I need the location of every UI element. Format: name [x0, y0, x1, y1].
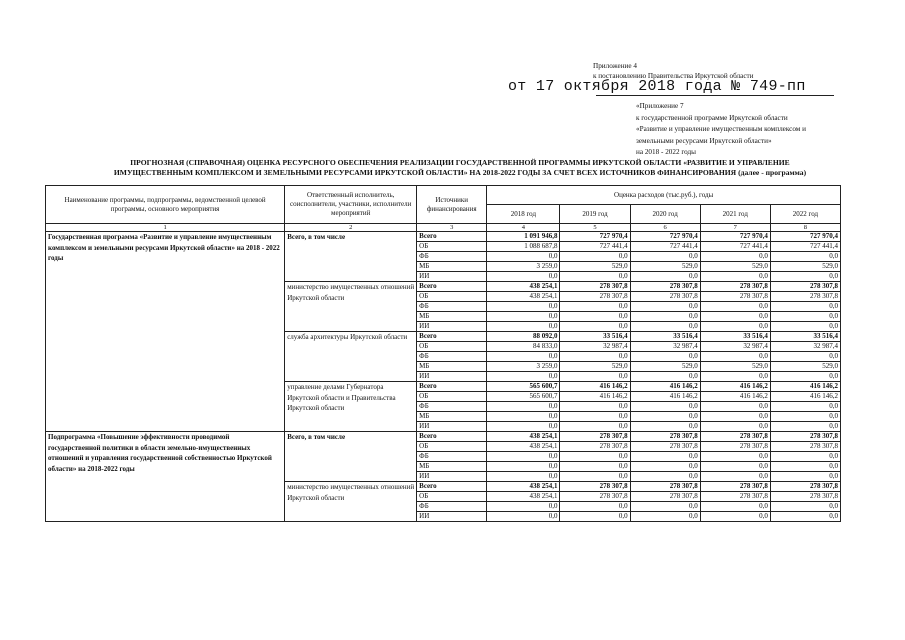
value-cell: 0,0 [700, 252, 770, 262]
value-cell: 0,0 [560, 452, 630, 462]
value-cell: 0,0 [560, 272, 630, 282]
source-cell: ОБ [417, 342, 487, 352]
value-cell: 0,0 [487, 452, 560, 462]
value-cell: 0,0 [487, 272, 560, 282]
value-cell: 278 307,8 [770, 442, 840, 452]
value-cell: 0,0 [700, 302, 770, 312]
header-executor: Ответственный исполнитель, соисполнители, участники, исполнители мероприятий [285, 186, 417, 224]
value-cell: 0,0 [700, 312, 770, 322]
col-number: 5 [560, 224, 630, 232]
value-cell: 0,0 [487, 512, 560, 522]
value-cell: 0,0 [700, 452, 770, 462]
value-cell: 0,0 [487, 352, 560, 362]
value-cell: 0,0 [487, 322, 560, 332]
executor-cell: министерство имущественных отношений Иркутской области [285, 482, 417, 522]
value-cell: 727 441,4 [560, 242, 630, 252]
source-cell: Всего [417, 432, 487, 442]
value-cell: 0,0 [630, 352, 700, 362]
source-cell: МБ [417, 312, 487, 322]
value-cell: 0,0 [630, 452, 700, 462]
source-cell: ИИ [417, 322, 487, 332]
value-cell: 0,0 [487, 412, 560, 422]
col-number: 1 [46, 224, 285, 232]
value-cell: 0,0 [700, 462, 770, 472]
value-cell: 0,0 [770, 452, 840, 462]
value-cell: 278 307,8 [700, 292, 770, 302]
value-cell: 88 092,0 [487, 332, 560, 342]
source-cell: МБ [417, 362, 487, 372]
value-cell: 278 307,8 [770, 292, 840, 302]
value-cell: 33 516,4 [770, 332, 840, 342]
value-cell: 416 146,2 [560, 382, 630, 392]
value-cell: 0,0 [700, 422, 770, 432]
value-cell: 0,0 [630, 412, 700, 422]
value-cell: 0,0 [770, 272, 840, 282]
value-cell: 33 516,4 [560, 332, 630, 342]
executor-cell: Всего, в том числе [285, 232, 417, 282]
value-cell: 529,0 [560, 362, 630, 372]
source-cell: ОБ [417, 242, 487, 252]
value-cell: 0,0 [487, 472, 560, 482]
value-cell: 0,0 [770, 322, 840, 332]
value-cell: 0,0 [700, 472, 770, 482]
value-cell: 278 307,8 [560, 492, 630, 502]
value-cell: 1 091 946,8 [487, 232, 560, 242]
value-cell: 0,0 [630, 512, 700, 522]
value-cell: 565 600,7 [487, 382, 560, 392]
value-cell: 0,0 [770, 412, 840, 422]
value-cell: 278 307,8 [700, 432, 770, 442]
annex-7-line: к государственной программе Иркутской области [636, 113, 788, 122]
value-cell: 416 146,2 [630, 382, 700, 392]
source-cell: ФБ [417, 352, 487, 362]
value-cell: 278 307,8 [630, 282, 700, 292]
value-cell: 1 088 687,8 [487, 242, 560, 252]
value-cell: 0,0 [487, 422, 560, 432]
appendix-label: Приложение 4 [593, 62, 637, 70]
value-cell: 0,0 [487, 402, 560, 412]
value-cell: 0,0 [630, 372, 700, 382]
executor-cell: Всего, в том числе [285, 432, 417, 482]
value-cell: 0,0 [487, 302, 560, 312]
value-cell: 0,0 [560, 462, 630, 472]
source-cell: Всего [417, 482, 487, 492]
value-cell: 3 259,0 [487, 262, 560, 272]
value-cell: 0,0 [700, 402, 770, 412]
value-cell: 529,0 [770, 362, 840, 372]
annex-7-line: на 2018 - 2022 годы [636, 148, 697, 157]
header-year: 2021 год [700, 205, 770, 224]
value-cell: 0,0 [770, 502, 840, 512]
source-cell: ФБ [417, 252, 487, 262]
value-cell: 84 833,0 [487, 342, 560, 352]
value-cell: 32 987,4 [700, 342, 770, 352]
value-cell: 416 146,2 [700, 382, 770, 392]
value-cell: 0,0 [630, 322, 700, 332]
table-body [46, 232, 841, 522]
header-program-name: Наименование программы, подпрограммы, ведомственной целевой программы, основного мероприятия [46, 186, 285, 224]
source-cell: Всего [417, 282, 487, 292]
value-cell: 438 254,1 [487, 492, 560, 502]
table-row [46, 432, 841, 442]
value-cell: 33 516,4 [630, 332, 700, 342]
value-cell: 0,0 [700, 412, 770, 422]
date-underline [596, 95, 834, 96]
value-cell: 727 970,4 [700, 232, 770, 242]
annex-7-line: «Развитие и управление имущественным комплексом и [636, 125, 806, 134]
value-cell: 438 254,1 [487, 282, 560, 292]
executor-cell: управление делами Губернатора Иркутской области и Правительства Иркутской области [285, 382, 417, 432]
value-cell: 278 307,8 [630, 292, 700, 302]
source-cell: МБ [417, 412, 487, 422]
value-cell: 0,0 [487, 312, 560, 322]
source-cell: ОБ [417, 392, 487, 402]
source-cell: ФБ [417, 302, 487, 312]
value-cell: 529,0 [630, 262, 700, 272]
header-year: 2019 год [560, 205, 630, 224]
value-cell: 0,0 [700, 322, 770, 332]
value-cell: 438 254,1 [487, 482, 560, 492]
value-cell: 278 307,8 [560, 282, 630, 292]
value-cell: 0,0 [770, 302, 840, 312]
value-cell: 0,0 [630, 402, 700, 412]
value-cell: 33 516,4 [700, 332, 770, 342]
value-cell: 0,0 [770, 312, 840, 322]
annex-7-line: земельными ресурсами Иркутской области» [636, 136, 772, 145]
source-cell: ФБ [417, 452, 487, 462]
value-cell: 0,0 [560, 422, 630, 432]
source-cell: ФБ [417, 502, 487, 512]
value-cell: 278 307,8 [560, 432, 630, 442]
value-cell: 278 307,8 [560, 292, 630, 302]
value-cell: 278 307,8 [770, 282, 840, 292]
value-cell: 0,0 [770, 252, 840, 262]
source-cell: Всего [417, 332, 487, 342]
value-cell: 278 307,8 [630, 442, 700, 452]
program-name-cell: Подпрограмма «Повышение эффективности проводимой государственной политики в области земельно-имущественных отношений и управления государственной собственностью Иркутской области» на 2018-2022 годы [46, 432, 285, 522]
source-cell: ИИ [417, 422, 487, 432]
value-cell: 529,0 [700, 362, 770, 372]
value-cell: 0,0 [770, 352, 840, 362]
value-cell: 416 146,2 [630, 392, 700, 402]
value-cell: 0,0 [770, 472, 840, 482]
value-cell: 0,0 [770, 512, 840, 522]
value-cell: 278 307,8 [630, 492, 700, 502]
value-cell: 0,0 [560, 352, 630, 362]
title-line: ИМУЩЕСТВЕННЫМ КОМПЛЕКСОМ И ЗЕМЕЛЬНЫМИ РЕСУРСАМИ ИРКУТСКОЙ ОБЛАСТИ» НА 2018-2022 ГОДЫ ЗА СЧЕТ ВСЕХ ИСТОЧНИКОВ ФИНАНСИРОВАНИЯ (далее - программа) [113, 168, 807, 177]
executor-cell: служба архитектуры Иркутской области [285, 332, 417, 382]
value-cell: 0,0 [560, 472, 630, 482]
value-cell: 727 441,4 [700, 242, 770, 252]
col-number: 8 [770, 224, 840, 232]
value-cell: 0,0 [630, 502, 700, 512]
value-cell: 416 146,2 [560, 392, 630, 402]
value-cell: 529,0 [560, 262, 630, 272]
resource-table [45, 185, 841, 522]
source-cell: ИИ [417, 372, 487, 382]
value-cell: 0,0 [630, 312, 700, 322]
source-cell: ИИ [417, 512, 487, 522]
document-title [60, 158, 860, 178]
value-cell: 0,0 [487, 372, 560, 382]
value-cell: 278 307,8 [560, 442, 630, 452]
col-number: 4 [487, 224, 560, 232]
col-number: 7 [700, 224, 770, 232]
value-cell: 0,0 [700, 372, 770, 382]
value-cell: 0,0 [630, 422, 700, 432]
value-cell: 0,0 [560, 372, 630, 382]
source-cell: ИИ [417, 272, 487, 282]
value-cell: 416 146,2 [770, 392, 840, 402]
value-cell: 0,0 [560, 512, 630, 522]
value-cell: 0,0 [630, 462, 700, 472]
value-cell: 32 987,4 [770, 342, 840, 352]
value-cell: 0,0 [700, 502, 770, 512]
value-cell: 278 307,8 [630, 482, 700, 492]
value-cell: 278 307,8 [700, 492, 770, 502]
value-cell: 0,0 [560, 502, 630, 512]
value-cell: 0,0 [770, 462, 840, 472]
value-cell: 529,0 [630, 362, 700, 372]
source-cell: ОБ [417, 492, 487, 502]
header-year: 2018 год [487, 205, 560, 224]
value-cell: 3 259,0 [487, 362, 560, 372]
value-cell: 0,0 [700, 512, 770, 522]
value-cell: 727 441,4 [630, 242, 700, 252]
value-cell: 0,0 [560, 312, 630, 322]
table-row [46, 232, 841, 242]
value-cell: 278 307,8 [630, 432, 700, 442]
value-cell: 727 441,4 [770, 242, 840, 252]
value-cell: 0,0 [630, 472, 700, 482]
value-cell: 0,0 [630, 272, 700, 282]
header-cost: Оценка расходов (тыс.руб.), годы [487, 186, 841, 205]
value-cell: 278 307,8 [560, 482, 630, 492]
value-cell: 278 307,8 [770, 432, 840, 442]
title-line: ПРОГНОЗНАЯ (СПРАВОЧНАЯ) ОЦЕНКА РЕСУРСНОГО ОБЕСПЕЧЕНИЯ РЕАЛИЗАЦИИ ГОСУДАРСТВЕННОЙ ПРОГРАММЫ ИРКУТСКОЙ ОБЛАСТИ «РАЗВИТИЕ И УПРАВЛЕНИЕ [130, 158, 790, 167]
value-cell: 416 146,2 [700, 392, 770, 402]
value-cell: 727 970,4 [630, 232, 700, 242]
value-cell: 438 254,1 [487, 292, 560, 302]
col-number: 2 [285, 224, 417, 232]
value-cell: 0,0 [630, 252, 700, 262]
value-cell: 0,0 [560, 302, 630, 312]
value-cell: 0,0 [770, 402, 840, 412]
value-cell: 565 600,7 [487, 392, 560, 402]
value-cell: 727 970,4 [560, 232, 630, 242]
value-cell: 0,0 [487, 252, 560, 262]
value-cell: 0,0 [560, 402, 630, 412]
col-number: 3 [417, 224, 487, 232]
header-year: 2022 год [770, 205, 840, 224]
value-cell: 0,0 [630, 302, 700, 312]
value-cell: 0,0 [700, 352, 770, 362]
value-cell: 438 254,1 [487, 442, 560, 452]
value-cell: 278 307,8 [700, 282, 770, 292]
value-cell: 0,0 [487, 502, 560, 512]
annex-7-block [636, 101, 806, 159]
source-cell: ОБ [417, 292, 487, 302]
decree-date: от 17 октября 2018 года № 749-пп [508, 78, 806, 95]
value-cell: 0,0 [487, 462, 560, 472]
value-cell: 438 254,1 [487, 432, 560, 442]
value-cell: 416 146,2 [770, 382, 840, 392]
value-cell: 0,0 [770, 372, 840, 382]
value-cell: 529,0 [700, 262, 770, 272]
header-source: Источники финансирования [417, 186, 487, 224]
header-year: 2020 год [630, 205, 700, 224]
source-cell: ИИ [417, 472, 487, 482]
value-cell: 529,0 [770, 262, 840, 272]
source-cell: МБ [417, 462, 487, 472]
value-cell: 32 987,4 [560, 342, 630, 352]
value-cell: 0,0 [560, 252, 630, 262]
executor-cell: министерство имущественных отношений Иркутской области [285, 282, 417, 332]
value-cell: 0,0 [560, 412, 630, 422]
col-number: 6 [630, 224, 700, 232]
source-cell: ФБ [417, 402, 487, 412]
value-cell: 32 987,4 [630, 342, 700, 352]
source-cell: Всего [417, 232, 487, 242]
value-cell: 727 970,4 [770, 232, 840, 242]
value-cell: 278 307,8 [770, 482, 840, 492]
value-cell: 0,0 [770, 422, 840, 432]
value-cell: 0,0 [700, 272, 770, 282]
source-cell: ОБ [417, 442, 487, 452]
annex-7-line: «Приложение 7 [636, 102, 684, 110]
value-cell: 0,0 [560, 322, 630, 332]
source-cell: Всего [417, 382, 487, 392]
decree-line: к постановлению Правительства Иркутской области [593, 72, 754, 80]
value-cell: 278 307,8 [770, 492, 840, 502]
value-cell: 278 307,8 [700, 482, 770, 492]
value-cell: 278 307,8 [700, 442, 770, 452]
source-cell: МБ [417, 262, 487, 272]
program-name-cell: Государственная программа «Развитие и управление имущественным комплексом и земельными ресурсами Иркутской области» на 2018 - 2022 годы [46, 232, 285, 432]
